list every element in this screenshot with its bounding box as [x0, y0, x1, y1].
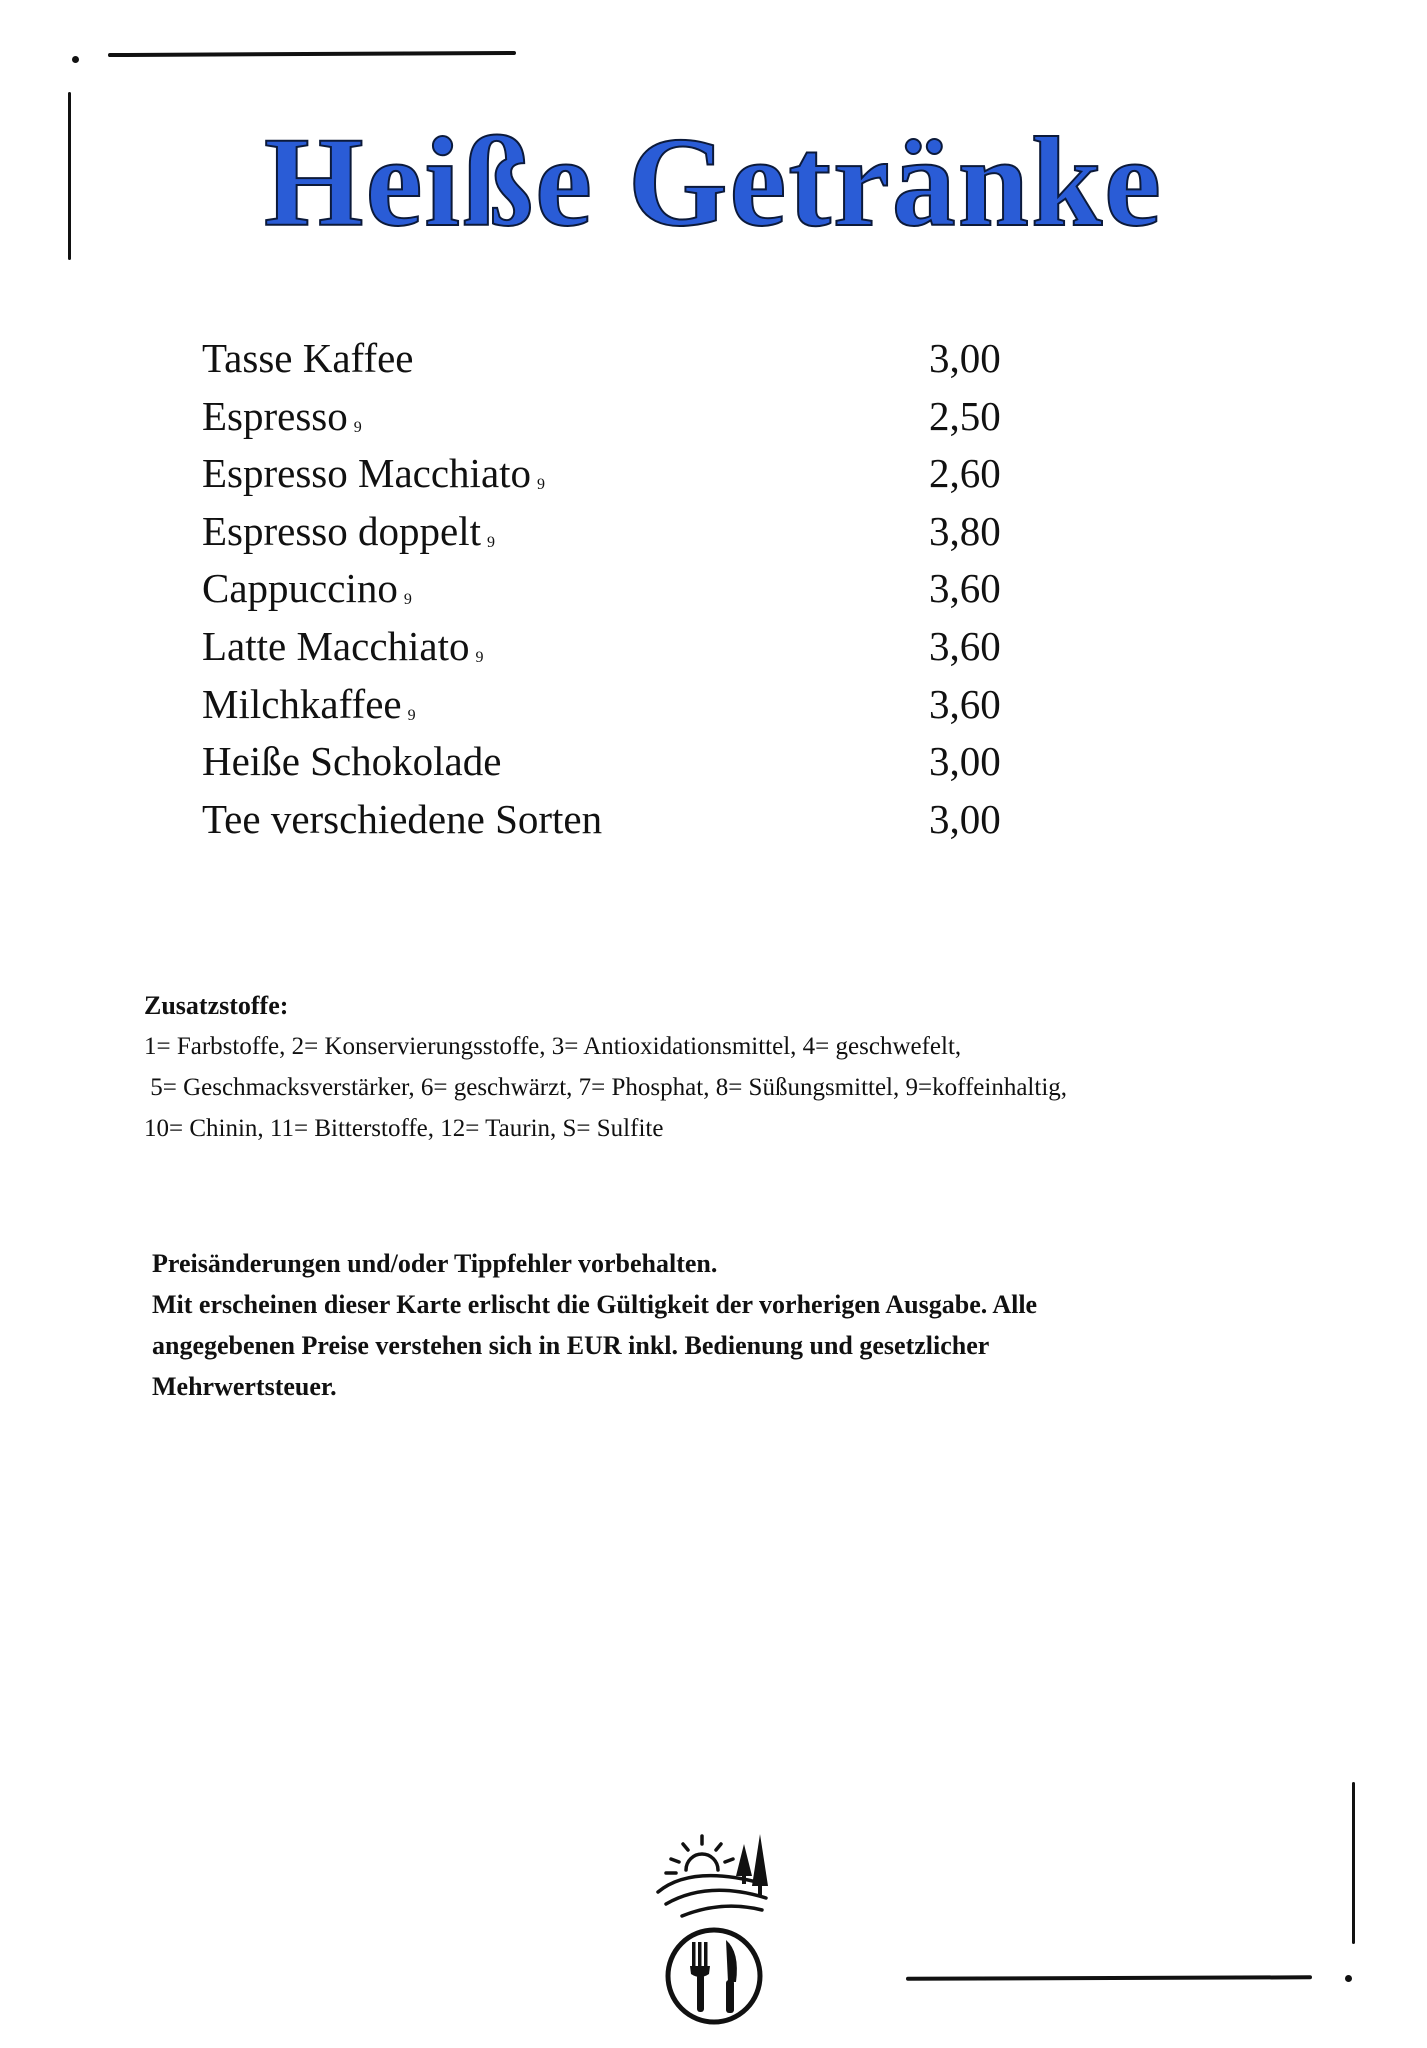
corner-dot-top-left: [72, 56, 79, 63]
menu-item: [202, 733, 1042, 791]
menu-item-name: Espresso doppelt 9: [202, 507, 495, 554]
menu-item: [202, 503, 1042, 561]
notice-line: Preisänderungen und/oder Tippfehler vorbehalten.: [152, 1249, 718, 1278]
additive-marker: 9: [487, 533, 495, 551]
restaurant-landscape-logo-icon: [652, 1800, 776, 2025]
page-title: Heiße Getränke: [264, 111, 1163, 253]
menu-item: [202, 676, 1042, 734]
menu-item-price: 2,50: [929, 392, 1001, 439]
menu-item-price: 3,80: [929, 507, 1001, 554]
menu-item-name: Cappuccino 9: [202, 565, 412, 612]
menu-item-name: Milchkaffee 9: [202, 680, 416, 727]
menu-item-price: 3,00: [929, 795, 1001, 842]
menu-item-price: 3,60: [929, 565, 1001, 612]
additives-line: 5= Geschmacksverstärker, 6= geschwärzt, 7= Phosphat, 8= Süßungsmittel, 9=koffeinhaltig,: [144, 1074, 1068, 1101]
additive-marker: 9: [537, 476, 546, 494]
menu-item-name: Latte Macchiato 9: [202, 622, 484, 669]
menu-item-name: Tasse Kaffee: [202, 335, 414, 381]
additive-marker: 9: [403, 591, 412, 609]
corner-dot-bottom-right: [1345, 1975, 1352, 1982]
corner-line-top-horizontal: [108, 51, 516, 57]
additive-marker: 9: [475, 648, 484, 666]
corner-line-bottom-vertical: [1352, 1782, 1355, 1944]
additives-section: [144, 985, 1324, 1149]
menu-item-name: Tee verschiedene Sorten: [202, 795, 603, 842]
menu-item-price: 3,60: [929, 622, 1001, 669]
menu-item: [202, 330, 1042, 388]
additive-marker: 9: [353, 418, 362, 436]
drinks-menu: [202, 330, 1042, 848]
menu-item: [202, 388, 1042, 446]
menu-item-price: 3,00: [929, 738, 1001, 785]
additive-marker: 9: [407, 706, 416, 724]
menu-item: [202, 791, 1042, 849]
menu-item: [202, 445, 1042, 503]
menu-item-name: Heiße Schokolade: [202, 738, 502, 785]
menu-item-name: Espresso 9: [202, 392, 362, 439]
corner-line-bottom-horizontal: [906, 1975, 1312, 1980]
menu-item: [202, 618, 1042, 676]
menu-item: [202, 560, 1042, 618]
additives-title: Zusatzstoffe:: [144, 991, 289, 1020]
notice-line: angegebenen Preise verstehen sich in EUR inkl. Bedienung und gesetzlicher: [152, 1331, 990, 1360]
price-notice: [152, 1243, 1292, 1407]
menu-item-price: 3,00: [929, 335, 1001, 381]
menu-item-price: 2,60: [929, 450, 1001, 497]
additives-line: 1= Farbstoffe, 2= Konservierungsstoffe, 3= Antioxidationsmittel, 4= geschwefelt,: [144, 1033, 962, 1060]
menu-item-price: 3,60: [929, 680, 1001, 727]
additives-line: 10= Chinin, 11= Bitterstoffe, 12= Taurin, S= Sulfite: [144, 1115, 664, 1142]
notice-line: Mit erscheinen dieser Karte erlischt die Gültigkeit der vorherigen Ausgabe. Alle: [152, 1290, 1038, 1319]
notice-line: Mehrwertsteuer.: [152, 1372, 337, 1401]
menu-item-name: Espresso Macchiato 9: [202, 450, 546, 497]
